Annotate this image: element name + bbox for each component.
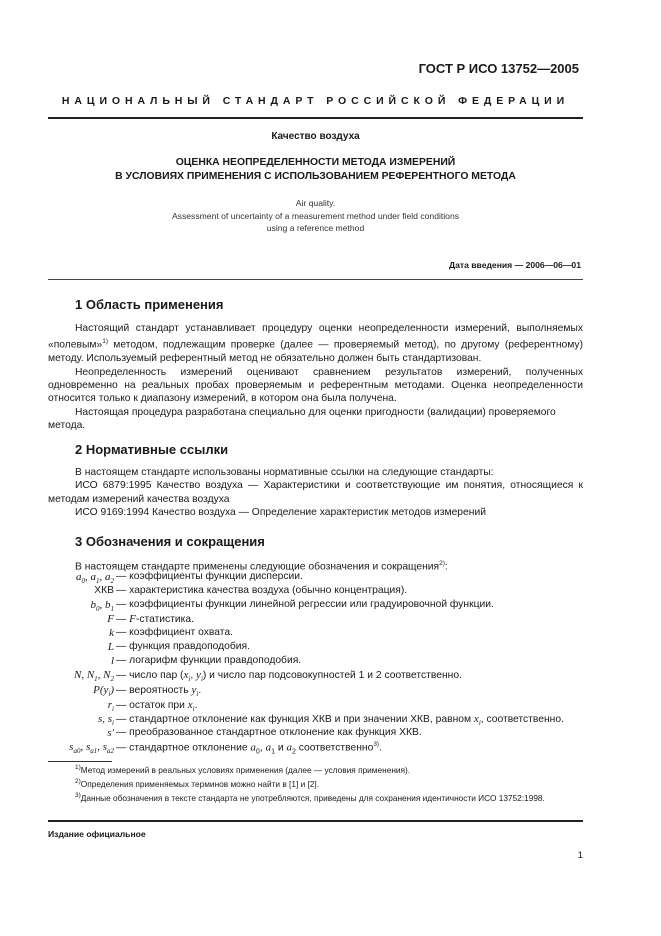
symbol-row-l-upper: L — функция правдоподобия. (107, 641, 250, 653)
paragraph: Настоящий стандарт устанавливает процедуру оценки неопределенности измерений, выполняемых «полевым»$^{1)}$ методом, подлежащим проверке (далее — проверяемый метод), по другому (референтному) методу. Используемый референтный метод не обязательно должен быть стандартизован. (48, 323, 583, 365)
normative-reference: ИСО 6879:1995 Качество воздуха — Характеристики и соответствующие им понятия, относящиеся к методам измерений качества воздуха (48, 480, 583, 505)
symbol-row-k: k — коэффициент охвата. (109, 627, 233, 639)
symbol-row-xkv: ХКВ — характеристика качества воздуха (обычно концентрация). (94, 585, 408, 596)
bottom-rule (48, 820, 583, 822)
footnote: $^{3)}$Данные обозначения в тексте стандарта не употребляются, приведены для сохранения идентичности ИСО 13752:1998. (75, 791, 545, 803)
section-3-heading: 3 Обозначения и сокращения (75, 534, 265, 549)
symbol-row-f: F — F-статистика. (107, 613, 194, 625)
paragraph: Неопределенность измерений оценивают сравнением результатов измерений, полученных одновременно на реальных пробах проверяемым и референтным методами. Оценка неопределенности относится только к диапазону измерений, в котором она была получена. (48, 366, 583, 405)
symbol-row-p: $P(y_i)$ — вероятность $y_i$. (93, 684, 202, 699)
date-rule (48, 279, 583, 280)
footnote-ref: 2) (439, 560, 445, 567)
title-line-2: В УСЛОВИЯХ ПРИМЕНЕНИЯ С ИСПОЛЬЗОВАНИЕМ РЕФЕРЕНТНОГО МЕТОДА (115, 171, 516, 182)
effective-date: Дата введения — 2006—06—01 (448, 260, 581, 270)
english-title-line-2: Assessment of uncertainty of a measurement method under field conditions (171, 210, 460, 221)
symbol-row-b: $b_0$, $b_1$ — коэффициенты функции линейной регрессии или градуировочной функции. (90, 599, 494, 614)
footnote: $^{2)}$Определения применяемых терминов можно найти в [1] и [2]. (75, 777, 320, 789)
official-edition-label: Издание официальное (48, 829, 146, 839)
symbol-row-l-lower: l — логарифм функции правдоподобия. (110, 655, 302, 667)
footnote-ref: 1) (102, 338, 108, 346)
symbol-row-s-a: $s_{a0}$, $s_{a1}$, $s_{a2}$ — стандартное отклонение $a_0$, $a_1$ и $a_2$ соответственно$^{3)}$. (69, 741, 382, 756)
symbol-row-r: $r_i$ — остаток при $x_i$. (107, 699, 198, 714)
symbol: l (110, 655, 114, 667)
symbol: L (107, 641, 114, 653)
english-title-line-1: Air quality. (295, 198, 336, 208)
symbol: k (109, 627, 114, 639)
normative-reference: ИСО 9169:1994 Качество воздуха — Определение характеристик методов измерений (75, 507, 486, 519)
section-1-body (48, 322, 583, 433)
top-rule (48, 117, 583, 119)
title-line-1: ОЦЕНКА НЕОПРЕДЕЛЕННОСТИ МЕТОДА ИЗМЕРЕНИЙ (175, 157, 456, 168)
symbol: $a_0$, $a_1$, $a_2$ (76, 571, 114, 586)
document-subject: Качество воздуха (271, 131, 360, 142)
symbol: N, $N_1$, $N_2$ (73, 669, 114, 684)
paragraph: Настоящая процедура разработана специально для оценки пригодности (валидации) проверяемого метода. (48, 406, 556, 432)
symbol: ХКВ (94, 585, 114, 596)
symbol-row-a: $a_0$, $a_1$, $a_2$ — коэффициенты функции дисперсии. (76, 571, 303, 586)
symbol-row-s-prime: s′ — преобразованное стандартное отклонение как функция ХКВ. (107, 727, 422, 739)
symbol: $r_i$ (107, 699, 114, 714)
symbol: $s_{a0}$, $s_{a1}$, $s_{a2}$ (69, 741, 114, 756)
english-title-line-3: using a reference method (266, 223, 365, 233)
symbol-row-s: s, $s_i$ — стандартное отклонение как функция ХКВ и при значении ХКВ, равном $x_i$, соответственно. (97, 713, 564, 728)
footnote: $^{1)}$Метод измерений в реальных условиях применения (далее — условия применения). (75, 764, 411, 775)
symbol: $b_0$, $b_1$ (90, 599, 114, 614)
section-1-heading: 1 Область применения (75, 297, 224, 312)
section-3-intro: В настоящем стандарте применены следующие обозначения и сокращения$^{2)}$: (75, 560, 448, 573)
symbol-row-n: N, $N_1$, $N_2$ — число пар ($x_i$, $y_i$) и число пар подсовокупностей 1 и 2 соответственно. (73, 669, 462, 684)
symbol: s, $s_i$ (97, 713, 114, 728)
english-title (48, 197, 583, 235)
symbol: $P(y_i)$ (93, 684, 114, 699)
section-2-heading: 2 Нормативные ссылки (75, 442, 229, 457)
document-title (48, 156, 583, 184)
paragraph: В настоящем стандарте использованы нормативные ссылки на следующие стандарты: (75, 467, 494, 478)
symbol: F (107, 613, 114, 625)
section-2-body (48, 466, 583, 520)
page-number: 1 (577, 850, 583, 861)
footnotes (48, 762, 583, 803)
footnote-ref: 3) (373, 741, 380, 748)
national-standard-banner: НАЦИОНАЛЬНЫЙ СТАНДАРТ РОССИЙСКОЙ ФЕДЕРАЦИИ (61, 95, 570, 107)
symbol: s′ (107, 727, 114, 739)
standard-code: ГОСТ Р ИСО 13752—2005 (418, 61, 579, 76)
